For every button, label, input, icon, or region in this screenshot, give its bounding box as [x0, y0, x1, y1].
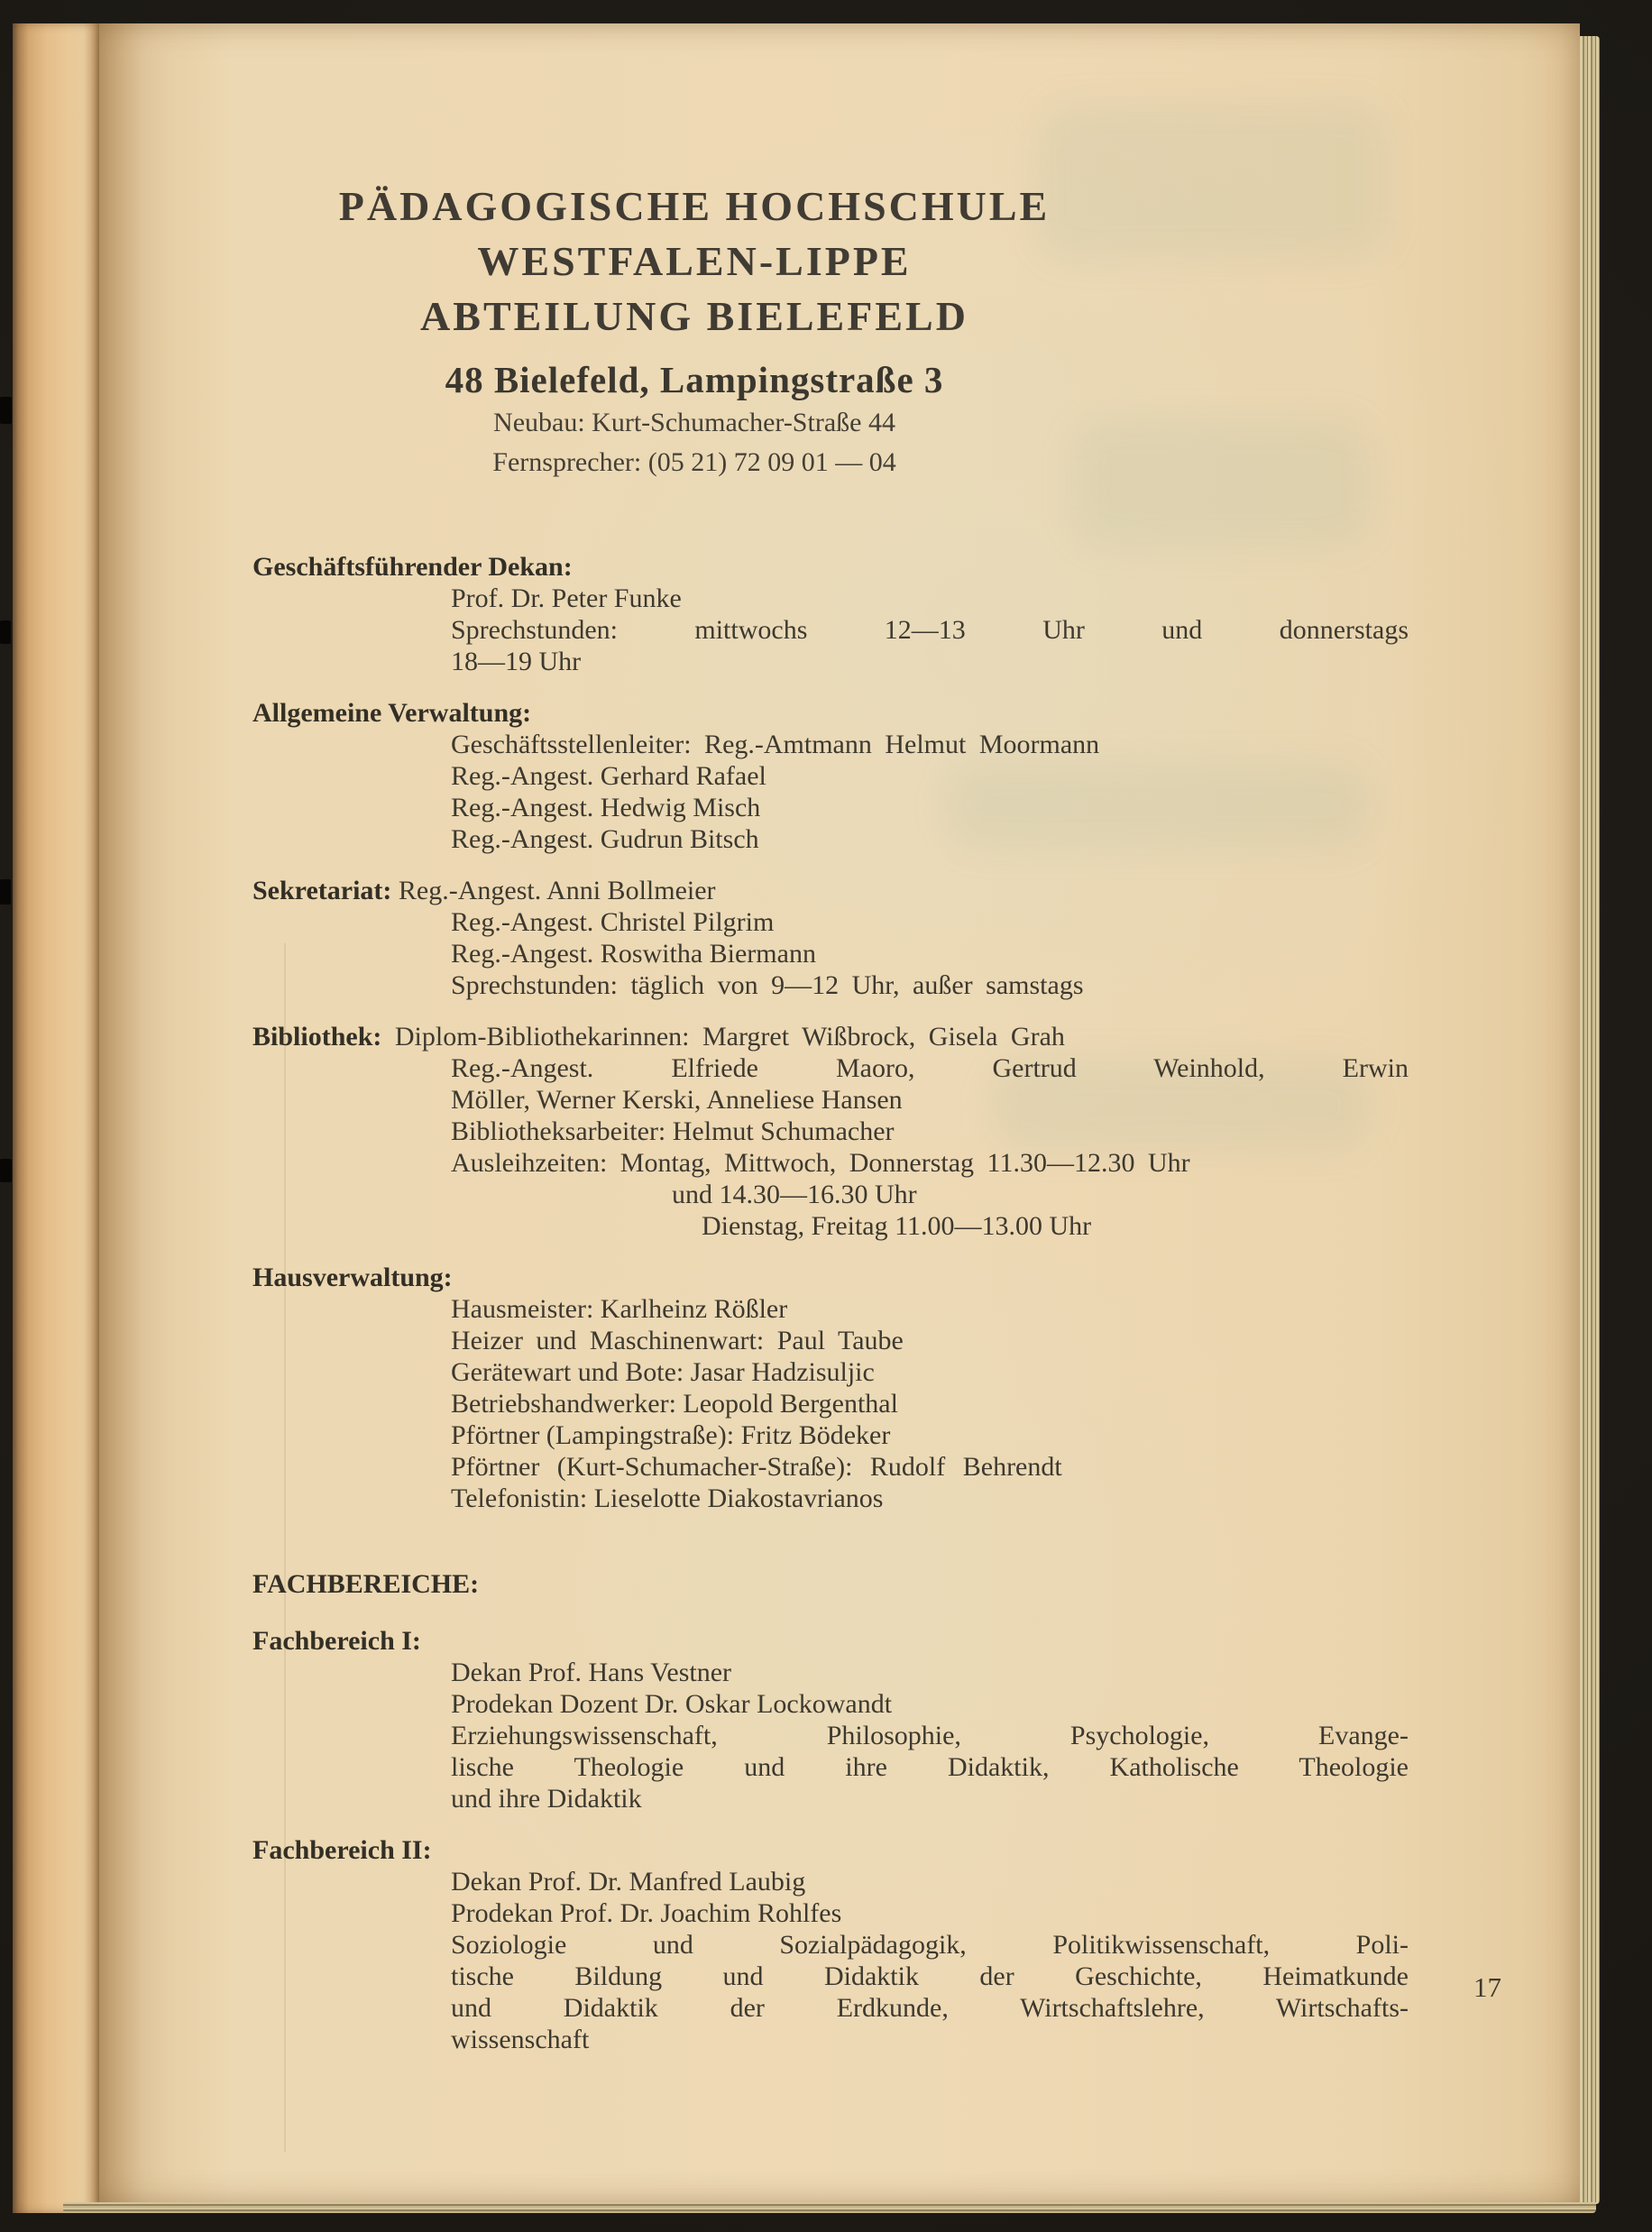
fachbereiche-heading: FACHBEREICHE: — [252, 1569, 480, 1599]
text-line: Reg.-Angest. Hedwig Misch — [451, 793, 761, 822]
section-label: Geschäftsführender Dekan: — [252, 552, 573, 582]
text-line: Dekan Prof. Dr. Manfred Laubig — [451, 1867, 806, 1897]
institution-title-line1: PÄDAGOGISCHE HOCHSCHULE — [338, 183, 1051, 229]
address-phone: Fernsprecher: (05 21) 72 09 01 — 04 — [492, 447, 896, 477]
text-line: lische Theologie und ihre Didaktik, Katholische Theologie — [451, 1752, 1409, 1782]
text-line: Geschäftsstellenleiter: Reg.-Amtmann Helmut Moormann — [451, 730, 1100, 759]
binding-mark — [0, 879, 11, 905]
text-line: Soziologie und Sozialpädagogik, Politikwissenschaft, Poli- — [451, 1930, 1409, 1960]
section-fachbereich-1 — [252, 1625, 1409, 1814]
text-span: Reg.-Angest. Anni Bollmeier — [398, 876, 716, 905]
page-stack-right-edge — [1580, 36, 1600, 2204]
text-line: Reg.-Angest. Gudrun Bitsch — [451, 824, 759, 854]
text-line: Prof. Dr. Peter Funke — [451, 583, 682, 613]
section-label: Hausverwaltung: — [252, 1263, 453, 1292]
page-body — [252, 551, 1409, 2055]
institution-title-line2: WESTFALEN-LIPPE — [477, 238, 912, 284]
section-hausverwaltung — [252, 1262, 1409, 1514]
text-line: Hausmeister: Karlheinz Rößler — [451, 1294, 788, 1324]
address-main: 48 Bielefeld, Lampingstraße 3 — [445, 359, 944, 400]
text-line: Heizer und Maschinenwart: Paul Taube — [451, 1326, 904, 1355]
text-line: und Didaktik der Erdkunde, Wirtschaftslehre, Wirtschafts- — [451, 1993, 1409, 2023]
text-line: Reg.-Angest. Gerhard Rafael — [451, 761, 766, 791]
text-line: und 14.30—16.30 Uhr — [672, 1180, 917, 1209]
text-line: Sprechstunden: täglich von 9—12 Uhr, außer samstags — [451, 970, 1084, 1000]
text-line: Reg.-Angest. Roswitha Biermann — [451, 939, 816, 969]
page-header — [207, 179, 1181, 482]
text-line: Dekan Prof. Hans Vestner — [451, 1658, 732, 1687]
book-page — [99, 23, 1580, 2209]
text-line: Sprechstunden: mittwochs 12—13 Uhr und donnerstags — [451, 615, 1409, 645]
section-verwaltung — [252, 697, 1409, 855]
section-label: Allgemeine Verwaltung: — [252, 698, 532, 728]
text-line: Betriebshandwerker: Leopold Bergenthal — [451, 1389, 898, 1419]
text-line: Pförtner (Kurt-Schumacher-Straße): Rudolf Behrendt — [451, 1452, 1062, 1482]
text-line: Reg.-Angest. Elfriede Maoro, Gertrud Weinhold, Erwin — [451, 1053, 1409, 1083]
book-gutter-page-edge — [13, 23, 101, 2213]
text-line: Möller, Werner Kerski, Anneliese Hansen — [451, 1085, 903, 1115]
text-line: Prodekan Prof. Dr. Joachim Rohlfes — [451, 1898, 842, 1928]
text-line: Dienstag, Freitag 11.00—13.00 Uhr — [702, 1211, 1092, 1241]
section-label: Fachbereich II: — [252, 1835, 432, 1865]
section-fachbereiche-heading — [252, 1568, 1409, 1600]
address-neubau: Neubau: Kurt-Schumacher-Straße 44 — [493, 408, 895, 437]
text-line: wissenschaft — [451, 2025, 590, 2054]
text-line: Gerätewart und Bote: Jasar Hadzisuljic — [451, 1357, 875, 1387]
section-fachbereich-2 — [252, 1834, 1409, 2055]
section-label: Bibliothek: — [252, 1022, 382, 1052]
section-dekan — [252, 551, 1409, 677]
binding-mark — [0, 620, 11, 644]
section-bibliothek — [252, 1021, 1409, 1242]
page-stack-bottom-edge — [63, 2202, 1596, 2213]
text-line — [252, 875, 1409, 906]
binding-mark — [0, 397, 12, 424]
text-span: Diplom-Bibliothekarinnen: Margret Wißbrock, Gisela Grah — [394, 1022, 1065, 1052]
section-label: Sekretariat: — [252, 876, 392, 905]
text-line: Ausleihzeiten: Montag, Mittwoch, Donnerstag 11.30—12.30 Uhr — [451, 1148, 1190, 1178]
text-line: Pförtner (Lampingstraße): Fritz Bödeker — [451, 1420, 891, 1450]
text-line: Prodekan Dozent Dr. Oskar Lockowandt — [451, 1689, 893, 1719]
text-line: und ihre Didaktik — [451, 1784, 642, 1814]
text-line: Erziehungswissenschaft, Philosophie, Psychologie, Evange- — [451, 1721, 1409, 1750]
text-line: Reg.-Angest. Christel Pilgrim — [451, 907, 775, 937]
section-sekretariat — [252, 875, 1409, 1001]
text-line — [252, 1021, 1409, 1052]
page-number: 17 — [1473, 1971, 1501, 2003]
text-line: tische Bildung und Didaktik der Geschichte, Heimatkunde — [451, 1961, 1409, 1991]
text-line: Bibliotheksarbeiter: Helmut Schumacher — [451, 1116, 895, 1146]
section-label: Fachbereich I: — [252, 1626, 421, 1656]
text-line: Telefonistin: Lieselotte Diakostavrianos — [451, 1483, 884, 1513]
institution-title-line3: ABTEILUNG BIELEFELD — [420, 293, 968, 339]
binding-mark — [0, 1159, 12, 1182]
text-line: 18—19 Uhr — [451, 647, 582, 676]
